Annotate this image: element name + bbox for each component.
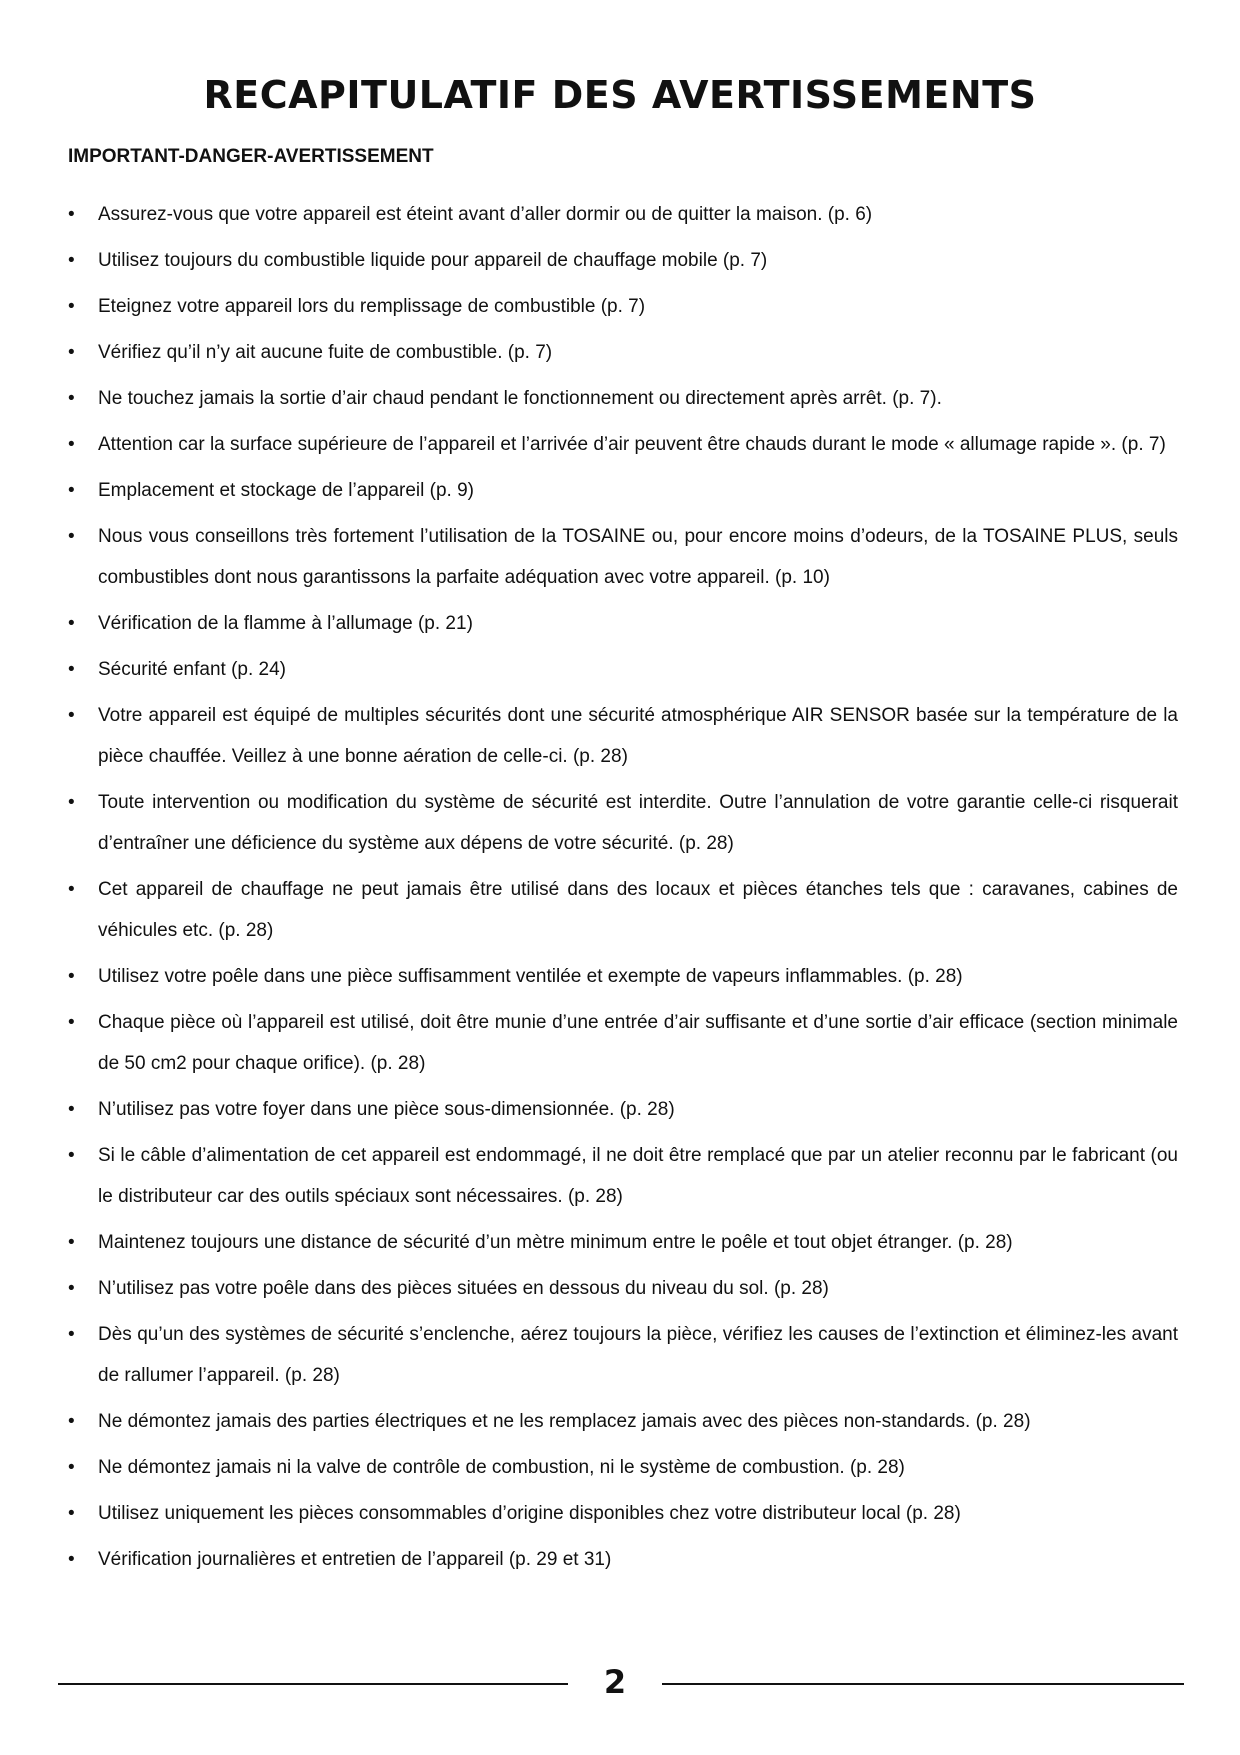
list-item	[68, 332, 1178, 373]
warning-text: Toute intervention ou modification du système de sécurité est interdite. Outre l’annulation de votre garantie celle-ci risquerait d’entraîner une déficience du système aux dépens de votre sécurité. (p. 28)	[98, 792, 1178, 854]
footer-rule-left	[58, 1683, 568, 1685]
warning-text: Cet appareil de chauffage ne peut jamais être utilisé dans des locaux et pièces étanches tels que : caravanes, cabines de véhicules etc. (p. 28)	[98, 879, 1178, 941]
list-item	[68, 1089, 1178, 1130]
list-item	[68, 1222, 1178, 1263]
list-item	[68, 1135, 1178, 1217]
bullet-icon: •	[68, 250, 75, 271]
list-item	[68, 1268, 1178, 1309]
bullet-icon: •	[68, 204, 75, 225]
bullet-icon: •	[68, 659, 75, 680]
list-item	[68, 1401, 1178, 1442]
bullet-icon: •	[68, 1503, 75, 1524]
warning-text: Emplacement et stockage de l’appareil (p. 9)	[98, 480, 474, 501]
warning-text: Vérification journalières et entretien de l’appareil (p. 29 et 31)	[98, 1549, 612, 1570]
bullet-icon: •	[68, 434, 75, 455]
warning-text: N’utilisez pas votre poêle dans des pièces situées en dessous du niveau du sol. (p. 28)	[98, 1278, 829, 1299]
warning-text: Chaque pièce où l’appareil est utilisé, doit être munie d’une entrée d’air suffisante et d’une sortie d’air efficace (section minimale de 50 cm2 pour chaque orifice). (p. 28)	[98, 1012, 1178, 1074]
warning-text: Si le câble d’alimentation de cet appareil est endommagé, il ne doit être remplacé que par un atelier reconnu par le fabricant (ou le distributeur car des outils spéciaux sont nécessaires. (p. 28)	[98, 1145, 1178, 1207]
list-item	[68, 1447, 1178, 1488]
list-item	[68, 1493, 1178, 1534]
warning-text: Vérification de la flamme à l’allumage (p. 21)	[98, 613, 473, 634]
bullet-icon: •	[68, 296, 75, 317]
warning-text: Vérifiez qu’il n’y ait aucune fuite de combustible. (p. 7)	[98, 342, 553, 363]
list-item	[68, 424, 1178, 465]
bullet-icon: •	[68, 1411, 75, 1432]
bullet-icon: •	[68, 1145, 75, 1166]
bullet-icon: •	[68, 1324, 75, 1345]
page-title: RECAPITULATIF DES AVERTISSEMENTS	[203, 73, 1037, 117]
warning-text: Ne démontez jamais des parties électriques et ne les remplacez jamais avec des pièces non-standards. (p. 28)	[98, 1411, 1031, 1432]
warning-text: Utilisez toujours du combustible liquide pour appareil de chauffage mobile (p. 7)	[98, 250, 768, 271]
warning-text: Eteignez votre appareil lors du remplissage de combustible (p. 7)	[98, 296, 646, 317]
list-item	[68, 378, 1178, 419]
list-item	[68, 194, 1178, 235]
list-item	[68, 956, 1178, 997]
list-item	[68, 695, 1178, 777]
list-item	[68, 286, 1178, 327]
list-item	[68, 782, 1178, 864]
warning-text: Dès qu’un des systèmes de sécurité s’enclenche, aérez toujours la pièce, vérifiez les causes de l’extinction et éliminez-les avant de rallumer l’appareil. (p. 28)	[98, 1324, 1178, 1386]
warning-text: Votre appareil est équipé de multiples sécurités dont une sécurité atmosphérique AIR SENSOR basée sur la température de la pièce chauffée. Veillez à une bonne aération de celle-ci. (p. 28)	[98, 705, 1178, 767]
bullet-icon: •	[68, 1012, 75, 1033]
list-item	[68, 516, 1178, 598]
warning-text: Utilisez votre poêle dans une pièce suffisamment ventilée et exempte de vapeurs inflammables. (p. 28)	[98, 966, 963, 987]
warning-text: Utilisez uniquement les pièces consommables d’origine disponibles chez votre distributeur local (p. 28)	[98, 1503, 961, 1524]
bullet-icon: •	[68, 1457, 75, 1478]
warning-text: Nous vous conseillons très fortement l’utilisation de la TOSAINE ou, pour encore moins d’odeurs, de la TOSAINE PLUS, seuls combustibles dont nous garantissons la parfaite adéquation avec votre appareil. (p. 10)	[98, 526, 1178, 588]
warning-text: Sécurité enfant (p. 24)	[98, 659, 286, 680]
list-item	[68, 240, 1178, 281]
list-item	[68, 649, 1178, 690]
warning-text: Assurez-vous que votre appareil est éteint avant d’aller dormir ou de quitter la maison. (p. 6)	[98, 204, 873, 225]
bullet-icon: •	[68, 792, 75, 813]
bullet-icon: •	[68, 480, 75, 501]
bullet-icon: •	[68, 1099, 75, 1120]
bullet-icon: •	[68, 342, 75, 363]
bullet-icon: •	[68, 1232, 75, 1253]
warning-text: N’utilisez pas votre foyer dans une pièce sous-dimensionnée. (p. 28)	[98, 1099, 675, 1120]
bullet-icon: •	[68, 1278, 75, 1299]
list-item	[68, 1002, 1178, 1084]
list-item	[68, 869, 1178, 951]
bullet-icon: •	[68, 879, 75, 900]
bullet-icon: •	[68, 705, 75, 726]
page-number: 2	[603, 1663, 627, 1701]
list-item	[68, 1539, 1178, 1580]
warning-text: Ne démontez jamais ni la valve de contrôle de combustion, ni le système de combustion. (p. 28)	[98, 1457, 905, 1478]
bullet-icon: •	[68, 388, 75, 409]
list-item	[68, 1314, 1178, 1396]
list-item	[68, 470, 1178, 511]
bullet-icon: •	[68, 526, 75, 547]
footer-rule-right	[662, 1683, 1184, 1685]
warning-text: Ne touchez jamais la sortie d’air chaud pendant le fonctionnement ou directement après arrêt. (p. 7).	[98, 388, 942, 409]
warning-text: Attention car la surface supérieure de l’appareil et l’arrivée d’air peuvent être chauds durant le mode « allumage rapide ». (p. 7)	[98, 434, 1166, 455]
warnings-list	[68, 194, 1178, 1585]
list-item	[68, 603, 1178, 644]
bullet-icon: •	[68, 966, 75, 987]
warning-text: Maintenez toujours une distance de sécurité d’un mètre minimum entre le poêle et tout objet étranger. (p. 28)	[98, 1232, 1013, 1253]
bullet-icon: •	[68, 613, 75, 634]
section-heading: IMPORTANT-DANGER-AVERTISSEMENT	[68, 146, 434, 167]
bullet-icon: •	[68, 1549, 75, 1570]
